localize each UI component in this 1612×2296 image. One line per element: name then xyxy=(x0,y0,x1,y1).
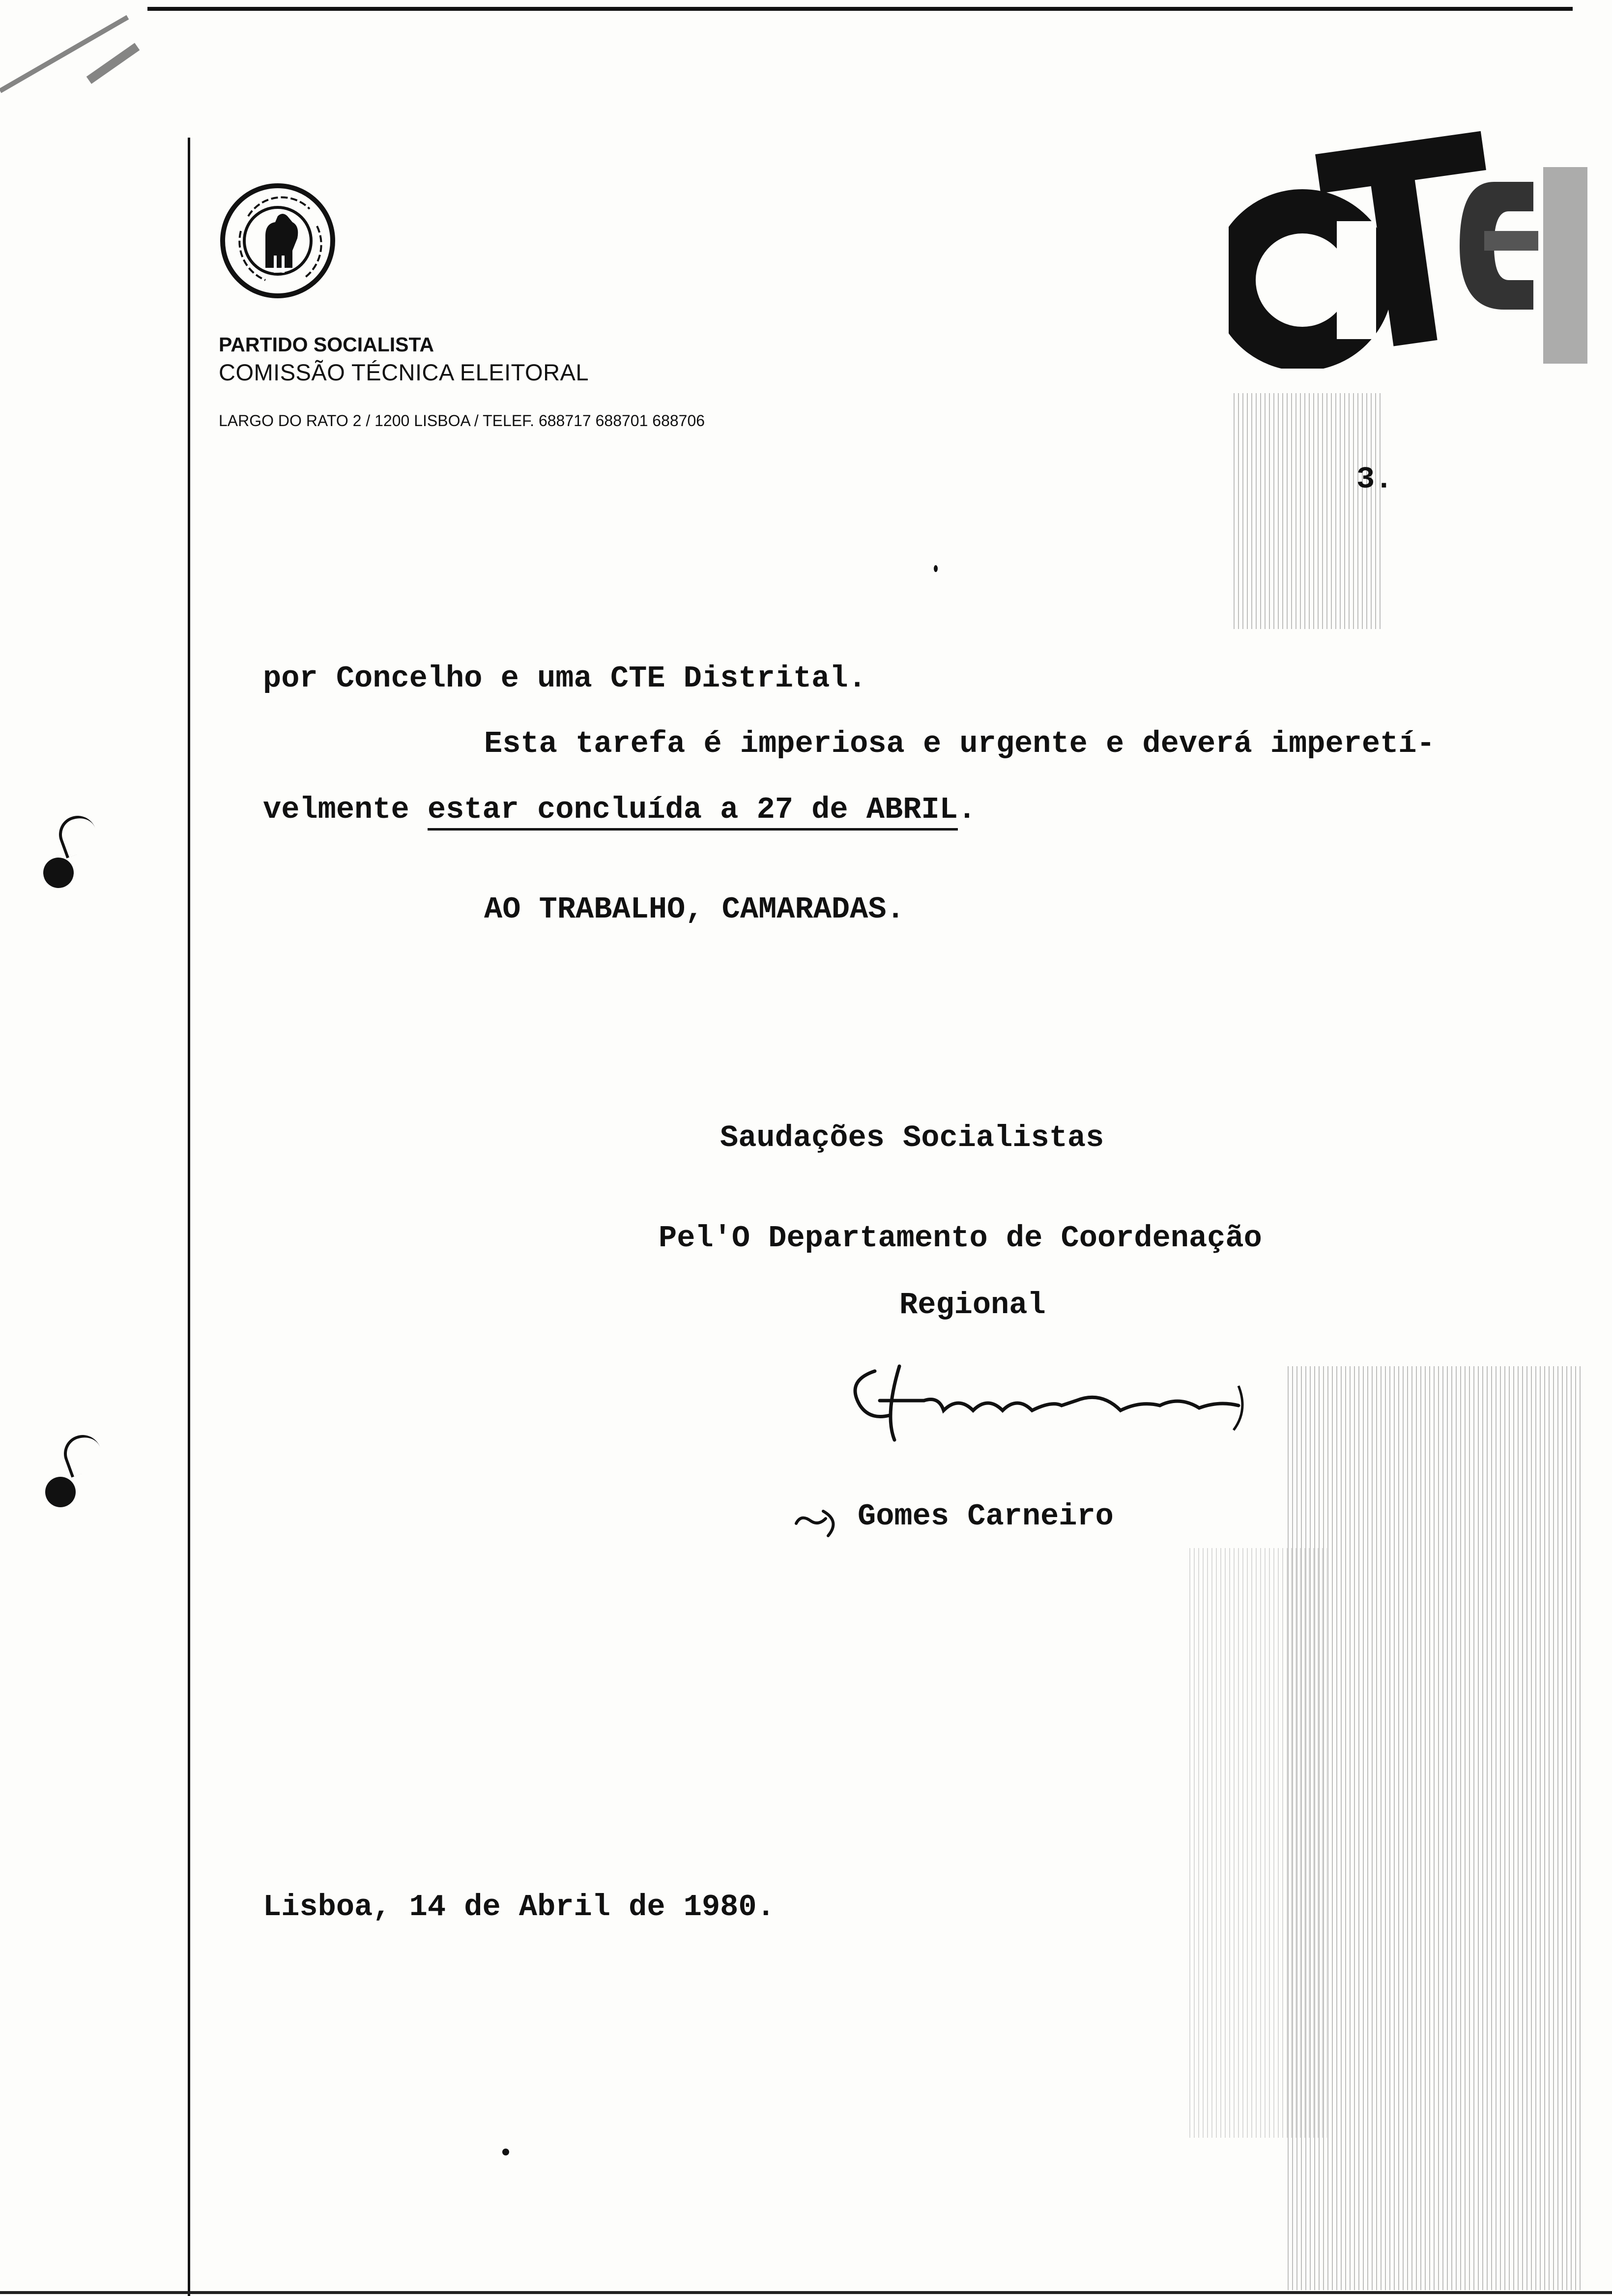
punch-hole xyxy=(45,1477,76,1507)
scan-noise xyxy=(1189,1548,1327,2138)
top-edge-rule xyxy=(147,7,1573,11)
corner-smudge xyxy=(86,43,140,84)
department-line-1: Pel'O Departamento de Coordenação xyxy=(659,1221,1262,1256)
body-line-3-lead: velmente xyxy=(263,792,428,827)
bottom-edge-rule xyxy=(0,2291,1612,2294)
closing-greeting: Saudações Socialistas xyxy=(720,1120,1104,1155)
body-line-1: por Concelho e uma CTE Distrital. xyxy=(263,661,866,696)
org-subtitle: COMISSÃO TÉCNICA ELEITORAL xyxy=(219,359,589,385)
cte-logo-icon xyxy=(1229,123,1592,369)
stray-ink-dot xyxy=(934,565,938,572)
punch-hole xyxy=(43,858,74,888)
signature-prefix-mark xyxy=(791,1504,850,1538)
body-line-2: Esta tarefa é imperiosa e urgente e deverá imperetí- xyxy=(484,726,1435,761)
body-line-3 xyxy=(263,792,976,827)
page-number: 3. xyxy=(1356,462,1393,497)
punch-hole-arc xyxy=(58,1430,106,1477)
corner-smudge xyxy=(0,15,129,93)
body-line-3-tail: . xyxy=(957,792,977,827)
org-address: LARGO DO RATO 2 / 1200 LISBOA / TELEF. 688717 688701 688706 xyxy=(219,412,705,430)
signer-name: Gomes Carneiro xyxy=(858,1499,1114,1534)
handwritten-signature xyxy=(845,1356,1278,1455)
department-line-2: Regional xyxy=(899,1288,1046,1322)
stray-ink-dot xyxy=(502,2149,509,2155)
deadline-underlined: estar concluída a 27 de ABRIL xyxy=(428,792,958,831)
party-logo-icon xyxy=(219,182,337,300)
scan-noise xyxy=(1234,393,1381,629)
call-to-action: AO TRABALHO, CAMARADAS. xyxy=(484,892,905,927)
left-margin-rule xyxy=(188,138,190,2296)
scan-noise xyxy=(1288,1366,1583,2290)
org-name: PARTIDO SOCIALISTA xyxy=(219,333,434,356)
punch-hole-arc xyxy=(54,810,101,858)
date-line: Lisboa, 14 de Abril de 1980. xyxy=(263,1890,775,1924)
